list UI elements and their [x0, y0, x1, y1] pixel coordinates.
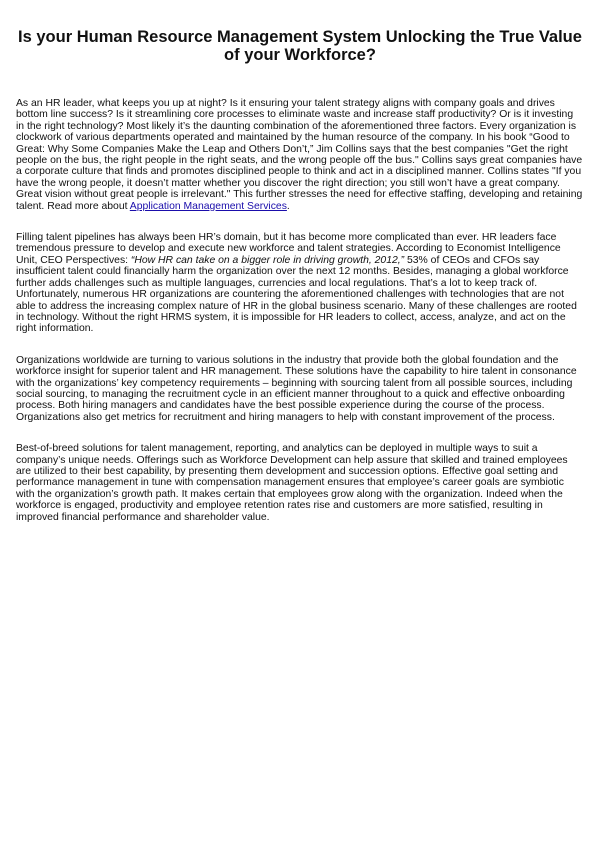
paragraph-talent-pipelines [16, 232, 584, 335]
paragraph-best-of-breed: Best-of-breed solutions for talent management, reporting, and analytics can be deployed in multiple ways to suit a company’s unique needs. Offerings such as Workforce Development can help assure that skilled and trained employees are utilized to their best capability, by presenting them development and succession options. Effective goal setting and performance management in tune with compensation management ensures that employee’s career goals are symbiotic with the organization’s growth path. It makes certain that employees grow along with the organization. Indeed when the workforce is engaged, productivity and employee retention rates rise and customers are more satisfied, resulting in improved financial performance and shareholder value. [16, 443, 568, 523]
paragraph-talent-pipelines-text: Filling talent pipelines has always been HR’s domain, but it has become more complicated than ever. HR leaders face tremendous pressure to develop and execute new workforce and talent strategies. According to Economist Intelligence Unit, CEO Perspectives: [16, 232, 561, 266]
paragraph-intro-text: As an HR leader, what keeps you up at night? Is it ensuring your talent strategy aligns with company goals and drives bottom line success? Is it streamlining core processes to eliminate waste and increase staff productivity? Or is it investing in the right technology? Most likely it’s the daunting combination of the aforementioned three factors. Every organization is clockwork of various departments operated and maintained by the human resource of the company. In his book “Good to Great: Why Some Companies Make the Leap and Others Don’t,” Jim Collins says that the best companies "Get the right people on the bus, the right people in the right seats, and the wrong people off the bus." Collins says great companies have a corporate culture that finds and promotes disciplined people to think and act in a disciplined manner. Collins states "If you have the wrong people, it doesn’t matter whether you discover the right direction; you still won’t have a great company. Great vision without great people is irrelevant." This further stresses the need for effective staffing, developing and retaining talent. Read more about [16, 98, 583, 212]
paragraph-solutions: Organizations worldwide are turning to various solutions in the industry that provide both the global foundation and the workforce insight for superior talent and HR management. These solutions have the capability to hire talent in consonance with the organizations’ key competency requirements – beginning with sourcing talent from all possible sources, including social sourcing, to managing the recruitment cycle in an efficient manner throughout to a quick and effective onboarding process. Both hiring managers and candidates have the best possible experience during the course of the process. Organizations also get metrics for recruitment and hiring managers to help with constant improvement of the process. [16, 354, 577, 423]
page-title: Is your Human Resource Management System Unlocking the True Value of your Workforce? [18, 28, 582, 64]
paragraph-talent-pipelines-citation: “How HR can take on a bigger role in driving growth, 2012,” [130, 254, 405, 266]
paragraph-intro [16, 98, 584, 212]
paragraph-intro-end: . [286, 200, 290, 212]
application-management-services-link[interactable]: Application Management Services [129, 200, 287, 212]
paragraph-talent-pipelines-rest: 53% of CEOs and CFOs say insufficient talent could financially harm the organization over the next 12 months. Besides, managing a global workforce further adds challenges such as multiple languages, currencies and local regulations. That’s a lot to keep track of. Unfortunately, numerous HR organizations are countering the aforementioned challenges with technologies that are not able to address the increasing complex nature of HR in the global business scenario. Many of these challenges are rooted in technology. Without the right HRMS system, it is impossible for HR leaders to collect, access, analyze, and act on the right information. [16, 254, 577, 335]
